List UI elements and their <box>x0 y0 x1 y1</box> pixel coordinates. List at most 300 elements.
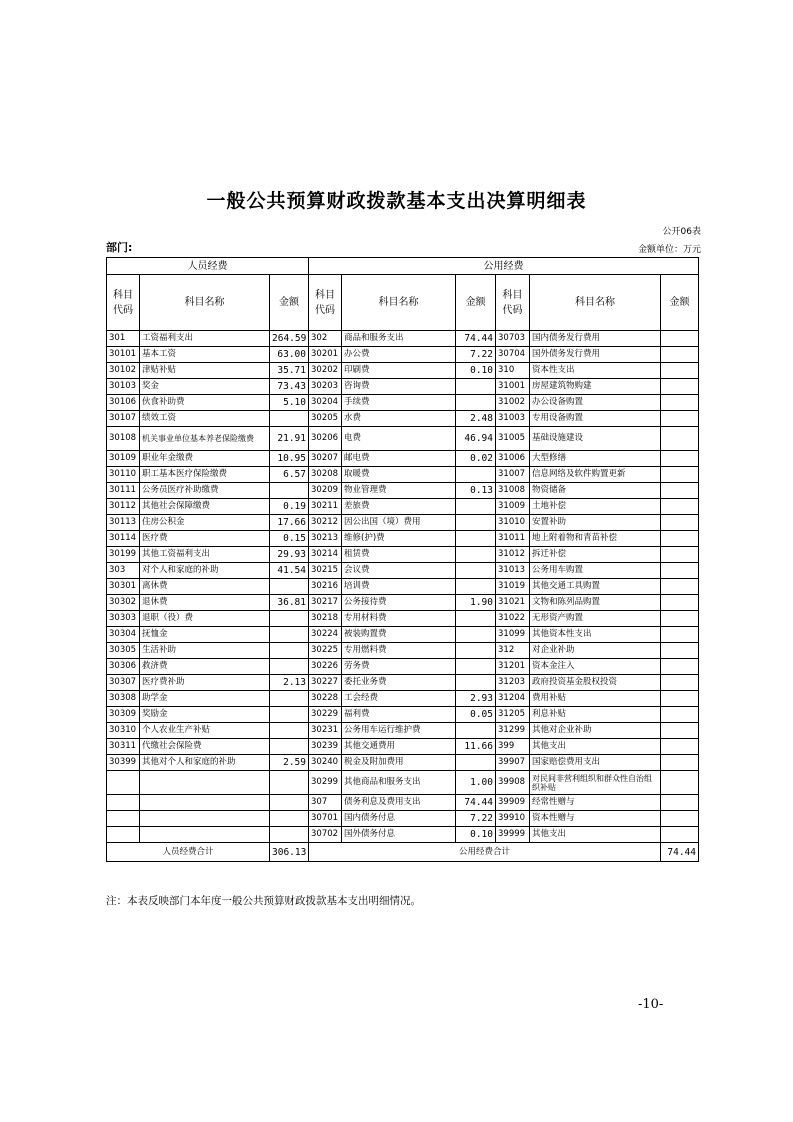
subject-code-cell: 30103 <box>107 379 140 395</box>
amount-cell <box>456 627 496 643</box>
header-amount: 金额 <box>661 275 699 331</box>
amount-cell: 2.13 <box>270 675 309 691</box>
subject-name-cell: 印刷费 <box>342 363 456 379</box>
amount-cell <box>661 451 699 467</box>
subject-name-cell: 福利费 <box>342 707 456 723</box>
subject-name-cell: 专用材料费 <box>342 611 456 627</box>
amount-cell <box>270 659 309 675</box>
subject-code-cell: 30701 <box>309 811 342 827</box>
amount-cell <box>661 739 699 755</box>
subject-name-cell: 物业管理费 <box>342 483 456 499</box>
amount-cell <box>661 467 699 483</box>
subject-code-cell: 30302 <box>107 595 140 611</box>
subject-code-cell: 30703 <box>496 331 530 347</box>
subject-code-cell: 30113 <box>107 515 140 531</box>
subject-code-cell: 30212 <box>309 515 342 531</box>
subject-code-cell: 31203 <box>496 675 530 691</box>
subject-name-cell: 救济费 <box>140 659 270 675</box>
subject-code-cell: 30308 <box>107 691 140 707</box>
amount-cell: 1.90 <box>456 595 496 611</box>
subject-code-cell <box>107 795 140 811</box>
subject-code-cell: 30203 <box>309 379 342 395</box>
subject-code-cell: 399 <box>496 739 530 755</box>
subject-code-cell: 31021 <box>496 595 530 611</box>
subject-code-cell: 30112 <box>107 499 140 515</box>
header-code: 科目 代码 <box>107 275 140 331</box>
subject-name-cell: 专用燃料费 <box>342 643 456 659</box>
subject-name-cell: 其他商品和服务支出 <box>342 771 456 795</box>
subject-name-cell: 助学金 <box>140 691 270 707</box>
amount-cell <box>661 755 699 771</box>
subject-code-cell: 30227 <box>309 675 342 691</box>
amount-cell: 73.43 <box>270 379 309 395</box>
subject-name-cell: 劳务费 <box>342 659 456 675</box>
personnel-total-label: 人员经费合计 <box>107 843 270 862</box>
amount-cell: 1.00 <box>456 771 496 795</box>
subject-name-cell: 资本性赠与 <box>530 811 661 827</box>
amount-cell <box>661 395 699 411</box>
subject-code-cell: 30114 <box>107 531 140 547</box>
subject-name-cell: 无形资产购置 <box>530 611 661 627</box>
header-amount: 金额 <box>456 275 496 331</box>
subject-code-cell: 30305 <box>107 643 140 659</box>
subject-code-cell: 31205 <box>496 707 530 723</box>
subject-name-cell: 医疗费补助 <box>140 675 270 691</box>
amount-cell <box>456 659 496 675</box>
amount-cell <box>270 483 309 499</box>
subject-code-cell: 30106 <box>107 395 140 411</box>
subject-name-cell: 其他支出 <box>530 739 661 755</box>
amount-cell <box>661 347 699 363</box>
amount-cell <box>270 643 309 659</box>
amount-cell <box>270 611 309 627</box>
amount-cell: 41.54 <box>270 563 309 579</box>
amount-cell <box>270 627 309 643</box>
subject-name-cell: 资本金注入 <box>530 659 661 675</box>
subject-code-cell: 30224 <box>309 627 342 643</box>
amount-cell <box>661 691 699 707</box>
table-row <box>107 467 699 483</box>
subject-code-cell: 30214 <box>309 547 342 563</box>
subject-name-cell: 代缴社会保险费 <box>140 739 270 755</box>
subject-code-cell: 30309 <box>107 707 140 723</box>
public-total-label: 公用经费合计 <box>309 843 661 862</box>
subject-code-cell: 30239 <box>309 739 342 755</box>
amount-cell <box>270 579 309 595</box>
amount-cell <box>661 515 699 531</box>
table-row <box>107 811 699 827</box>
amount-cell: 17.66 <box>270 515 309 531</box>
amount-cell <box>270 691 309 707</box>
header-name: 科目名称 <box>342 275 456 331</box>
subject-code-cell: 30226 <box>309 659 342 675</box>
subject-name-cell: 公务员医疗补助缴费 <box>140 483 270 499</box>
amount-cell <box>456 675 496 691</box>
subject-name-cell: 职业年金缴费 <box>140 451 270 467</box>
table-row <box>107 707 699 723</box>
header-code: 科目 代码 <box>309 275 342 331</box>
subject-name-cell: 其他社会保障缴费 <box>140 499 270 515</box>
subject-name-cell: 邮电费 <box>342 451 456 467</box>
amount-cell <box>456 723 496 739</box>
table-row <box>107 427 699 451</box>
subject-code-cell: 30111 <box>107 483 140 499</box>
amount-cell <box>661 643 699 659</box>
subject-name-cell: 培训费 <box>342 579 456 595</box>
amount-cell <box>456 499 496 515</box>
subject-code-cell: 31002 <box>496 395 530 411</box>
table-row <box>107 627 699 643</box>
amount-cell: 0.10 <box>456 363 496 379</box>
amount-cell: 0.10 <box>456 827 496 843</box>
table-row <box>107 451 699 467</box>
personnel-total-value: 306.13 <box>270 843 309 862</box>
page-title: 一般公共预算财政拨款基本支出决算明细表 <box>206 190 587 212</box>
table-row <box>107 411 699 427</box>
subject-name-cell: 基础设施建设 <box>530 427 661 451</box>
subject-code-cell: 30211 <box>309 499 342 515</box>
table-row <box>107 827 699 843</box>
amount-cell <box>661 531 699 547</box>
amount-cell <box>270 827 309 843</box>
amount-cell <box>456 755 496 771</box>
subject-code-cell <box>107 811 140 827</box>
subject-code-cell: 30216 <box>309 579 342 595</box>
header-amount: 金额 <box>270 275 309 331</box>
subject-name-cell: 地上附着物和青苗补偿 <box>530 531 661 547</box>
table-row <box>107 611 699 627</box>
subject-code-cell: 31299 <box>496 723 530 739</box>
amount-cell <box>456 611 496 627</box>
subject-code-cell: 30102 <box>107 363 140 379</box>
header-name: 科目名称 <box>140 275 270 331</box>
subject-code-cell: 30110 <box>107 467 140 483</box>
subject-name-cell: 奖励金 <box>140 707 270 723</box>
subject-name-cell: 土地补偿 <box>530 499 661 515</box>
table-row <box>107 643 699 659</box>
table-row <box>107 499 699 515</box>
subject-code-cell: 307 <box>309 795 342 811</box>
subject-name-cell: 办公设备购置 <box>530 395 661 411</box>
subject-name-cell: 其他支出 <box>530 827 661 843</box>
subject-code-cell: 30204 <box>309 395 342 411</box>
amount-cell: 0.19 <box>270 499 309 515</box>
subject-code-cell: 30299 <box>309 771 342 795</box>
table-row <box>107 659 699 675</box>
subject-code-cell: 30231 <box>309 723 342 739</box>
subject-name-cell: 对民间非营利组织和群众性自治组织补贴 <box>530 771 661 795</box>
subject-name-cell: 商品和服务支出 <box>342 331 456 347</box>
page-number: -10- <box>638 997 664 1012</box>
subject-code-cell: 30704 <box>496 347 530 363</box>
totals-row <box>107 843 699 862</box>
amount-cell <box>456 547 496 563</box>
table-row <box>107 755 699 771</box>
amount-cell: 21.91 <box>270 427 309 451</box>
amount-cell <box>661 427 699 451</box>
amount-cell: 63.00 <box>270 347 309 363</box>
amount-cell: 35.71 <box>270 363 309 379</box>
subject-name-cell: 个人农业生产补贴 <box>140 723 270 739</box>
amount-cell: 264.59 <box>270 331 309 347</box>
subject-name-cell: 职工基本医疗保险缴费 <box>140 467 270 483</box>
subject-code-cell: 30199 <box>107 547 140 563</box>
amount-cell: 5.10 <box>270 395 309 411</box>
subject-code-cell: 302 <box>309 331 342 347</box>
subject-code-cell: 30208 <box>309 467 342 483</box>
subject-code-cell: 30207 <box>309 451 342 467</box>
subject-code-cell: 31008 <box>496 483 530 499</box>
subject-name-cell: 资本性支出 <box>530 363 661 379</box>
subject-name-cell: 取暖费 <box>342 467 456 483</box>
subject-name-cell: 公务用车运行维护费 <box>342 723 456 739</box>
amount-cell <box>270 723 309 739</box>
subject-name-cell: 退休费 <box>140 595 270 611</box>
subject-code-cell: 31204 <box>496 691 530 707</box>
amount-cell: 0.02 <box>456 451 496 467</box>
subject-name-cell: 国外债务发行费用 <box>530 347 661 363</box>
subject-code-cell: 31011 <box>496 531 530 547</box>
subject-name-cell: 离休费 <box>140 579 270 595</box>
table-row <box>107 795 699 811</box>
subject-code-cell: 31201 <box>496 659 530 675</box>
subject-name-cell: 津贴补贴 <box>140 363 270 379</box>
subject-code-cell: 39909 <box>496 795 530 811</box>
amount-cell <box>661 811 699 827</box>
subject-name-cell: 信息网络及软件购置更新 <box>530 467 661 483</box>
subject-name-cell: 其他工资福利支出 <box>140 547 270 563</box>
amount-cell: 0.13 <box>456 483 496 499</box>
subject-code-cell: 30108 <box>107 427 140 451</box>
amount-cell <box>456 643 496 659</box>
subject-name-cell: 办公费 <box>342 347 456 363</box>
subject-code-cell: 30215 <box>309 563 342 579</box>
table-row <box>107 547 699 563</box>
amount-cell: 29.93 <box>270 547 309 563</box>
subject-name-cell: 其他交通工具购置 <box>530 579 661 595</box>
amount-cell <box>270 739 309 755</box>
amount-cell <box>661 707 699 723</box>
amount-cell: 10.95 <box>270 451 309 467</box>
subject-code-cell: 30201 <box>309 347 342 363</box>
subject-name-cell <box>140 795 270 811</box>
amount-cell: 2.93 <box>456 691 496 707</box>
public-section-header: 公用经费 <box>309 258 699 275</box>
subject-name-cell: 税金及附加费用 <box>342 755 456 771</box>
amount-cell: 6.57 <box>270 467 309 483</box>
table-row <box>107 363 699 379</box>
subject-code-cell: 30217 <box>309 595 342 611</box>
amount-cell <box>661 331 699 347</box>
subject-code-cell <box>107 771 140 795</box>
amount-cell <box>661 659 699 675</box>
subject-code-cell: 30303 <box>107 611 140 627</box>
subject-name-cell: 被装购置费 <box>342 627 456 643</box>
subject-code-cell: 30399 <box>107 755 140 771</box>
subject-code-cell: 312 <box>496 643 530 659</box>
subject-code-cell: 30228 <box>309 691 342 707</box>
subject-name-cell: 水费 <box>342 411 456 427</box>
amount-cell: 7.22 <box>456 811 496 827</box>
subject-code-cell: 301 <box>107 331 140 347</box>
subject-name-cell: 经常性赠与 <box>530 795 661 811</box>
amount-cell <box>661 499 699 515</box>
header-code: 科目 代码 <box>496 275 530 331</box>
table-code: 公开06表 <box>662 227 701 237</box>
subject-name-cell: 维修(护)费 <box>342 531 456 547</box>
subject-name-cell: 房屋建筑物购建 <box>530 379 661 395</box>
subject-code-cell: 31013 <box>496 563 530 579</box>
table-row <box>107 771 699 795</box>
amount-cell <box>661 483 699 499</box>
table-row <box>107 483 699 499</box>
subject-name-cell: 机关事业单位基本养老保险缴费 <box>140 427 270 451</box>
subject-name-cell: 基本工资 <box>140 347 270 363</box>
subject-code-cell: 31010 <box>496 515 530 531</box>
subject-name-cell: 医疗费 <box>140 531 270 547</box>
subject-name-cell: 其他对个人和家庭的补助 <box>140 755 270 771</box>
table-row <box>107 395 699 411</box>
subject-code-cell: 30311 <box>107 739 140 755</box>
table-body <box>107 258 699 862</box>
amount-cell <box>661 771 699 795</box>
amount-cell: 2.48 <box>456 411 496 427</box>
amount-cell <box>661 675 699 691</box>
subject-code-cell: 39999 <box>496 827 530 843</box>
subject-code-cell: 30306 <box>107 659 140 675</box>
expenditure-table <box>106 257 699 862</box>
table-row <box>107 595 699 611</box>
amount-cell <box>661 563 699 579</box>
amount-cell: 0.05 <box>456 707 496 723</box>
subject-name-cell: 工资福利支出 <box>140 331 270 347</box>
subject-name-cell: 差旅费 <box>342 499 456 515</box>
header-name: 科目名称 <box>530 275 661 331</box>
subject-name-cell: 生活补助 <box>140 643 270 659</box>
amount-cell <box>661 363 699 379</box>
personnel-section-header: 人员经费 <box>107 258 309 275</box>
amount-cell: 0.15 <box>270 531 309 547</box>
subject-name-cell: 国内债务发行费用 <box>530 331 661 347</box>
subject-code-cell: 30206 <box>309 427 342 451</box>
amount-cell <box>661 595 699 611</box>
subject-name-cell: 住房公积金 <box>140 515 270 531</box>
subject-name-cell: 咨询费 <box>342 379 456 395</box>
subject-name-cell: 委托业务费 <box>342 675 456 691</box>
subject-code-cell: 31007 <box>496 467 530 483</box>
subject-name-cell: 租赁费 <box>342 547 456 563</box>
table-note: 注：本表反映部门本年度一般公共预算财政拨款基本支出明细情况。 <box>106 895 421 907</box>
amount-cell <box>661 611 699 627</box>
subject-code-cell: 303 <box>107 563 140 579</box>
subject-code-cell: 30205 <box>309 411 342 427</box>
subject-code-cell: 39908 <box>496 771 530 795</box>
public-total-value: 74.44 <box>661 843 699 862</box>
subject-name-cell: 国外债务付息 <box>342 827 456 843</box>
subject-code-cell: 31003 <box>496 411 530 427</box>
subject-name-cell: 因公出国（境）费用 <box>342 515 456 531</box>
subject-name-cell: 工会经费 <box>342 691 456 707</box>
subject-name-cell: 奖金 <box>140 379 270 395</box>
subject-name-cell: 政府投资基金股权投资 <box>530 675 661 691</box>
subject-name-cell: 拆迁补偿 <box>530 547 661 563</box>
table-row <box>107 691 699 707</box>
subject-name-cell: 伙食补助费 <box>140 395 270 411</box>
amount-cell <box>456 515 496 531</box>
subject-code-cell: 30229 <box>309 707 342 723</box>
table-row <box>107 379 699 395</box>
subject-name-cell: 其他交通费用 <box>342 739 456 755</box>
subject-name-cell: 手续费 <box>342 395 456 411</box>
subject-name-cell: 专用设备购置 <box>530 411 661 427</box>
subject-name-cell <box>140 827 270 843</box>
amount-cell <box>661 379 699 395</box>
amount-cell <box>661 579 699 595</box>
table-row <box>107 531 699 547</box>
subject-name-cell: 费用补贴 <box>530 691 661 707</box>
subject-code-cell: 310 <box>496 363 530 379</box>
subject-code-cell: 30209 <box>309 483 342 499</box>
amount-cell <box>456 379 496 395</box>
amount-cell <box>270 795 309 811</box>
subject-name-cell: 公务接待费 <box>342 595 456 611</box>
subject-code-cell: 30301 <box>107 579 140 595</box>
subject-name-cell <box>140 771 270 795</box>
amount-cell: 74.44 <box>456 331 496 347</box>
amount-cell <box>661 723 699 739</box>
table-row <box>107 675 699 691</box>
subject-name-cell: 利息补贴 <box>530 707 661 723</box>
subject-code-cell: 30240 <box>309 755 342 771</box>
table-row <box>107 739 699 755</box>
subject-name-cell: 对个人和家庭的补助 <box>140 563 270 579</box>
subject-name-cell: 公务用车购置 <box>530 563 661 579</box>
subject-code-cell: 31099 <box>496 627 530 643</box>
amount-cell <box>456 467 496 483</box>
amount-cell: 36.81 <box>270 595 309 611</box>
subject-code-cell: 30225 <box>309 643 342 659</box>
subject-name-cell: 电费 <box>342 427 456 451</box>
amount-cell <box>456 579 496 595</box>
subject-name-cell: 会议费 <box>342 563 456 579</box>
subject-code-cell: 30307 <box>107 675 140 691</box>
subject-name-cell: 退职（役）费 <box>140 611 270 627</box>
amount-cell: 74.44 <box>456 795 496 811</box>
subject-name-cell: 绩效工资 <box>140 411 270 427</box>
subject-code-cell: 30702 <box>309 827 342 843</box>
unit-label: 金额单位：万元 <box>637 245 701 255</box>
subject-name-cell: 物资储备 <box>530 483 661 499</box>
subject-code-cell: 30202 <box>309 363 342 379</box>
amount-cell: 2.59 <box>270 755 309 771</box>
column-header-row <box>107 275 699 331</box>
amount-cell <box>456 563 496 579</box>
subject-code-cell: 31006 <box>496 451 530 467</box>
amount-cell <box>661 827 699 843</box>
amount-cell <box>456 531 496 547</box>
subject-code-cell: 31001 <box>496 379 530 395</box>
subject-name-cell: 文物和陈列品购置 <box>530 595 661 611</box>
amount-cell <box>661 795 699 811</box>
amount-cell: 7.22 <box>456 347 496 363</box>
amount-cell <box>270 771 309 795</box>
amount-cell <box>661 627 699 643</box>
department-label: 部门: <box>106 241 133 254</box>
subject-code-cell: 39907 <box>496 755 530 771</box>
subject-code-cell: 39910 <box>496 811 530 827</box>
subject-name-cell: 抚恤金 <box>140 627 270 643</box>
subject-code-cell: 30213 <box>309 531 342 547</box>
